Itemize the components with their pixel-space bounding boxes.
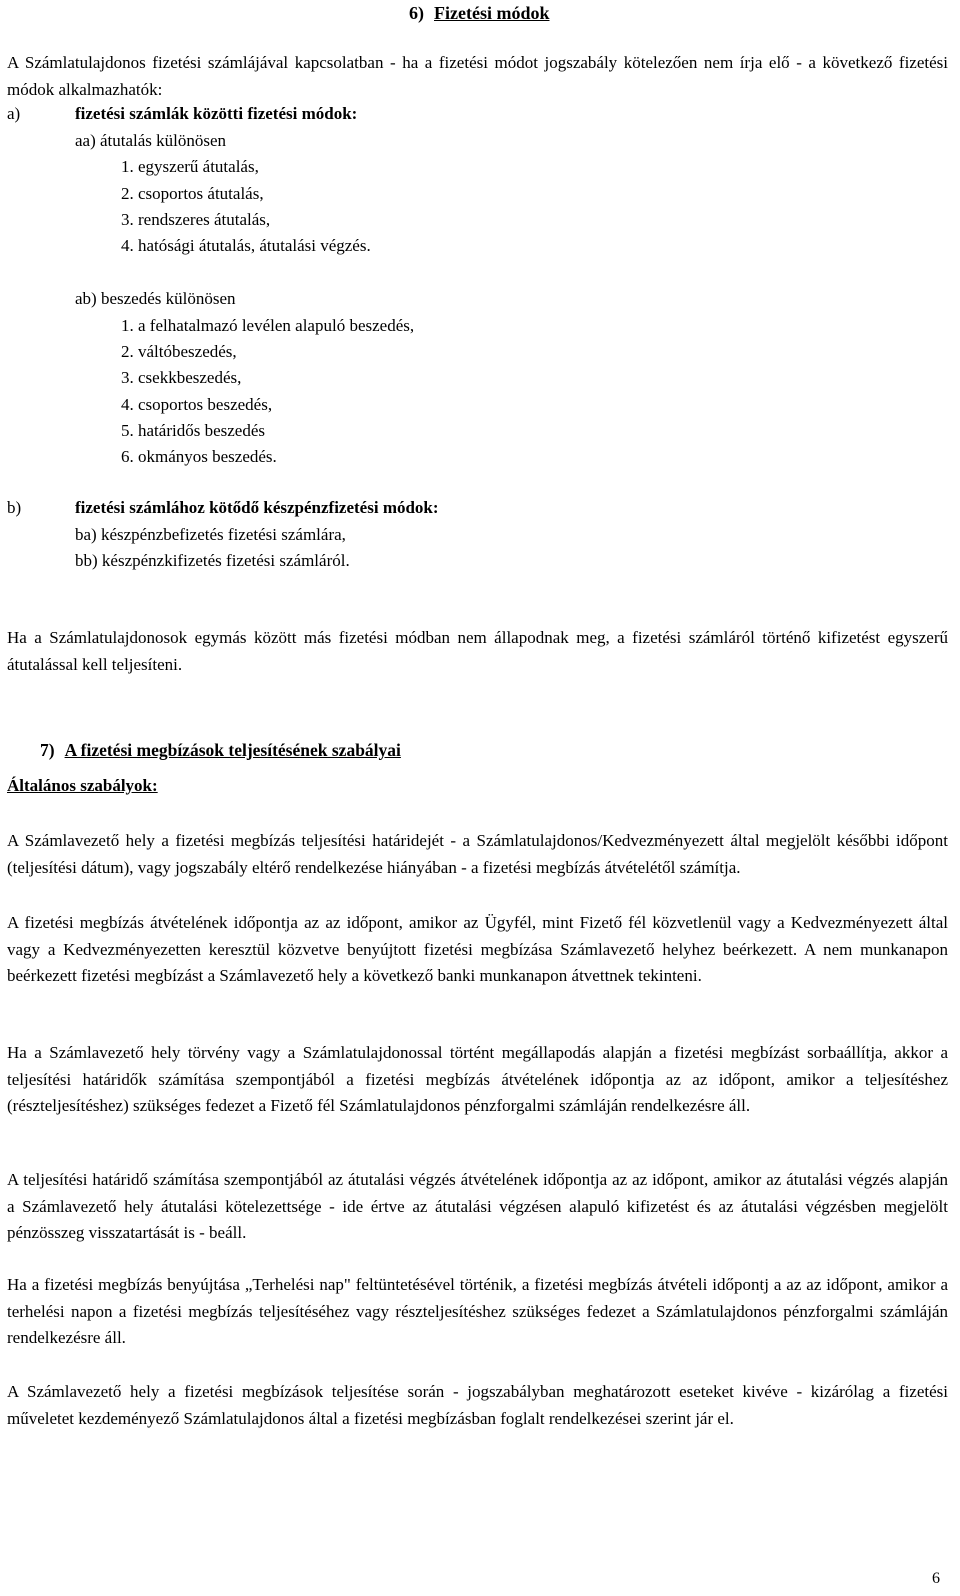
section-6-heading [409,0,549,27]
section-7-title: A fizetési megbízások teljesítésének szabályai [64,740,401,760]
aa-label: aa) átutalás különösen [75,131,227,150]
aa-item: 4. hatósági átutalás, átutalási végzés. [121,236,371,255]
section-7-heading [40,737,401,764]
ab-item: 5. határidős beszedés [121,421,265,440]
section-7-number: 7) [40,740,55,760]
ab-item: 4. csoportos beszedés, [121,395,273,414]
aa-item: 3. rendszeres átutalás, [121,210,271,229]
ab-item: 6. okmányos beszedés. [121,447,277,466]
ba-label: ba) készpénzbefizetés fizetési számlára, [75,525,346,544]
list-a-letter: a) [7,104,21,123]
aa-item: 1. egyszerű átutalás, [121,157,259,176]
page-number: 6 [932,1570,940,1587]
aa-item: 2. csoportos átutalás, [121,184,264,203]
paragraph: A Számlavezető hely a fizetési megbízások teljesítése során - jogszabályban meghatározott eseteket kivéve - kizárólag a fizetési műveletet kezdeményező Számlatulajdonos által a fizetési megbízásban foglalt rendelkezései szerint jár el. [7,1382,948,1428]
section-6-intro: A Számlatulajdonos fizetési számlájával kapcsolatban - ha a fizetési módot jogszabály kötelezően nem írja elő - a következő fizetési módok alkalmazhatók: [7,53,948,99]
list-a-title: fizetési számlák közötti fizetési módok: [75,104,358,123]
section-6-number: 6) [409,3,424,23]
ab-item: 3. csekkbeszedés, [121,368,242,387]
ab-item: 1. a felhatalmazó levélen alapuló beszedés, [121,316,415,335]
paragraph: Ha a fizetési megbízás benyújtása „Terhelési nap" feltüntetésével történik, a fizetési megbízás átvételi időpontj a az az időpont, amikor a terhelési napon a fizetési megbízás teljesítéséhez vagy részteljesítéshez szükséges fedezet a Számlatulajdonos pénzforgalmi számláján rendelkezésre áll. [7,1275,948,1347]
general-rules-heading: Általános szabályok: [7,776,158,795]
bb-label: bb) készpénzkifizetés fizetési számláról. [75,551,350,570]
paragraph: A fizetési megbízás átvételének időpontja az az időpont, amikor az Ügyfél, mint Fizető fél közvetlenül vagy a Kedvezményezett által vagy a Kedvezményezetten keresztül közvetve benyújtott fizetési megbízása Számlavezető helyhez beérkezett. A nem munkanapon beérkezett fizetési megbízást a Számlavezető hely a következő banki munkanapon átvettnek tekinteni. [7,913,948,985]
ab-item: 2. váltóbeszedés, [121,342,237,361]
list-b-title: fizetési számlához kötődő készpénzfizetési módok: [75,498,439,517]
paragraph: Ha a Számlavezető hely törvény vagy a Számlatulajdonossal történt megállapodás alapján a fizetési megbízást sorbaállítja, akkor a teljesítési határidők számítása szempontjából a fizetési megbízás átvételének időpontja az az időpont, amikor a teljesítéshez (részteljesítéshez) szükséges fedezet a Fizető fél Számlatulajdonos pénzforgalmi számláján rendelkezésre áll. [7,1043,948,1115]
paragraph: A Számlavezető hely a fizetési megbízás teljesítési határidejét - a Számlatulajdonos/Kedvezményezett által megjelölt későbbi időpont (teljesítési dátum), vagy jogszabály eltérő rendelkezése hiányában - a fizetési megbízás átvételétől számítja. [7,831,948,877]
ab-label: ab) beszedés különösen [75,289,236,308]
section-6-closing: Ha a Számlatulajdonosok egymás között más fizetési módban nem állapodnak meg, a fizetési számláról történő kifizetést egyszerű átutalással kell teljesíteni. [7,628,948,674]
paragraph: A teljesítési határidő számítása szempontjából az átutalási végzés átvételének időpontja az az időpont, amikor az átutalási végzés alapján a Számlavezető hely átutalási kötelezettsége - ide értve az átutalási végzésen alapuló kifizetést és az átutalási végzésben megjelölt pénzösszeg visszatartását is - beáll. [7,1170,948,1242]
section-6-title: Fizetési módok [434,3,550,23]
list-b-letter: b) [7,498,22,517]
